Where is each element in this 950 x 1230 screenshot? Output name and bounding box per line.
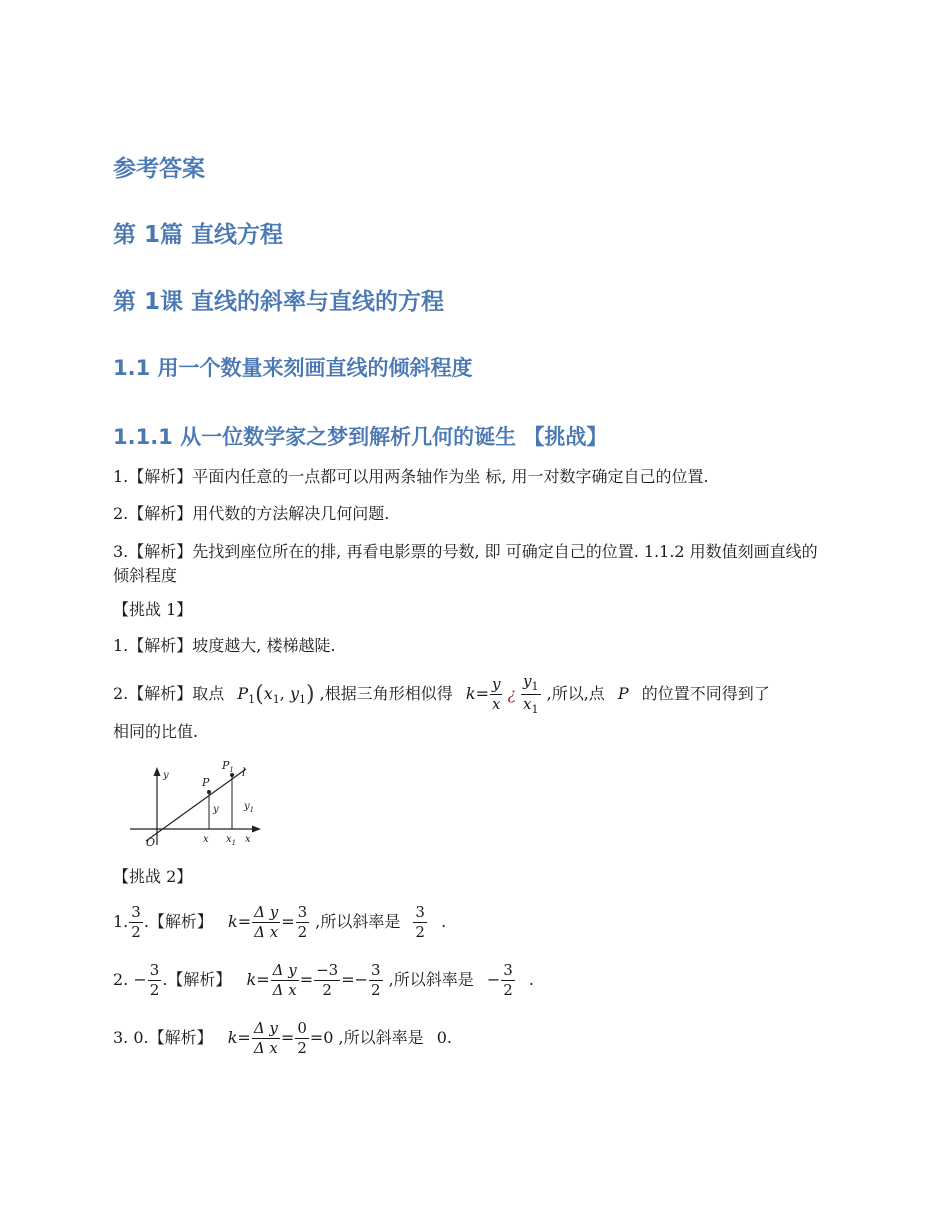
item-after-text: ,所以,点 [546,684,605,703]
x1-tick-label: $x_1$ [226,834,237,847]
answer-item-3: 3.【解析】先找到座位所在的排, 再看电影票的号数, 即 可确定自己的位置. 1.1.2 用数值刻画直线的倾斜程度 [113,542,818,585]
challenge-1-item-2 [113,672,770,722]
point-p1-label: $P_1$ [222,759,234,774]
segment-y1-label: $y_1$ [244,801,255,814]
item-prefix: 2.【解析】取点 [113,684,225,703]
similar-triangle-figure [128,757,263,849]
challenge-2-item-3: 3. 0.【解析】 k= $\frac{\text{Δ y}}{\text{Δ x}}$ = $\frac{0}{2}$ =0 ,所以斜率是 0. [113,1019,453,1057]
challenge-2-item-1: 1. $\frac{3}{2}$ .【解析】 k= $\frac{\text{Δ y}}{\text{Δ x}}$ = $\frac{3}{2}$ ,所以斜率是 $\frac{3}{2}$ . [113,903,447,941]
challenge-2-label: 【挑战 2】 [113,867,193,886]
y-axis-label: y [163,770,169,781]
slope-equation: k= $\frac{\text{Δ y}}{\text{Δ x}}$ = $\frac{3}{2}$ [228,903,308,941]
slope-equation: k= $\frac{\text{Δ y}}{\text{Δ x}}$ = $\frac{0}{2}$ =0 [227,1019,334,1057]
answer-item-1: 1.【解析】平面内任意的一点都可以用两条轴作为坐 标, 用一对数字确定自己的位置. [113,467,709,486]
segment-y-label: y [213,804,219,815]
point-p1-expression: $P_1(x_1$, $y_1$) [237,682,315,707]
origin-label: O [146,836,156,849]
challenge-1-item-2-line-2: 相同的比值. [113,722,199,741]
slope-formula: k= $\frac{y}{x}$ ¿ $\frac{y_1}{x_1}$ [465,672,539,716]
x-axis-label: x [245,834,251,845]
challenge-1-label: 【挑战 1】 [113,600,193,619]
section-heading: 1.1 用一个数量来刻画直线的倾斜程度 [113,356,473,380]
line-l [146,769,246,841]
subsection-heading: 1.1.1 从一位数学家之梦到解析几何的诞生 【挑战】 [113,425,608,449]
point-p-dot [207,790,211,794]
point-p-label: P [202,776,210,789]
answer-key-title: 参考答案 [113,156,205,182]
lesson-heading: 第 1课 直线的斜率与直线的方程 [113,289,445,315]
part-heading: 第 1篇 直线方程 [113,222,284,248]
x-axis-arrow [252,826,261,833]
point-p: P [617,684,629,703]
answer-item-2: 2.【解析】用代数的方法解决几何问题. [113,504,390,523]
item-mid-text: ,根据三角形相似得 [319,684,453,703]
item-tail-text: 的位置不同得到了 [641,684,770,703]
y-axis-arrow [154,767,161,776]
line-l-label: l [242,766,246,779]
x-tick-label: x [203,834,209,845]
slope-equation: k= $\frac{\text{Δ y}}{\text{Δ x}}$ = $\frac{-3}{2}$ =− $\frac{3}{2}$ [246,961,381,999]
challenge-2-item-2: 2. − $\frac{3}{2}$ .【解析】 k= $\frac{\text{Δ y}}{\text{Δ x}}$ = $\frac{-3}{2}$ =− $\frac{3}{2}$ ,所以斜率是 − $\frac{3}{2}$ . [113,961,534,999]
challenge-1-item-1: 1.【解析】坡度越大, 楼梯越陡. [113,636,336,655]
